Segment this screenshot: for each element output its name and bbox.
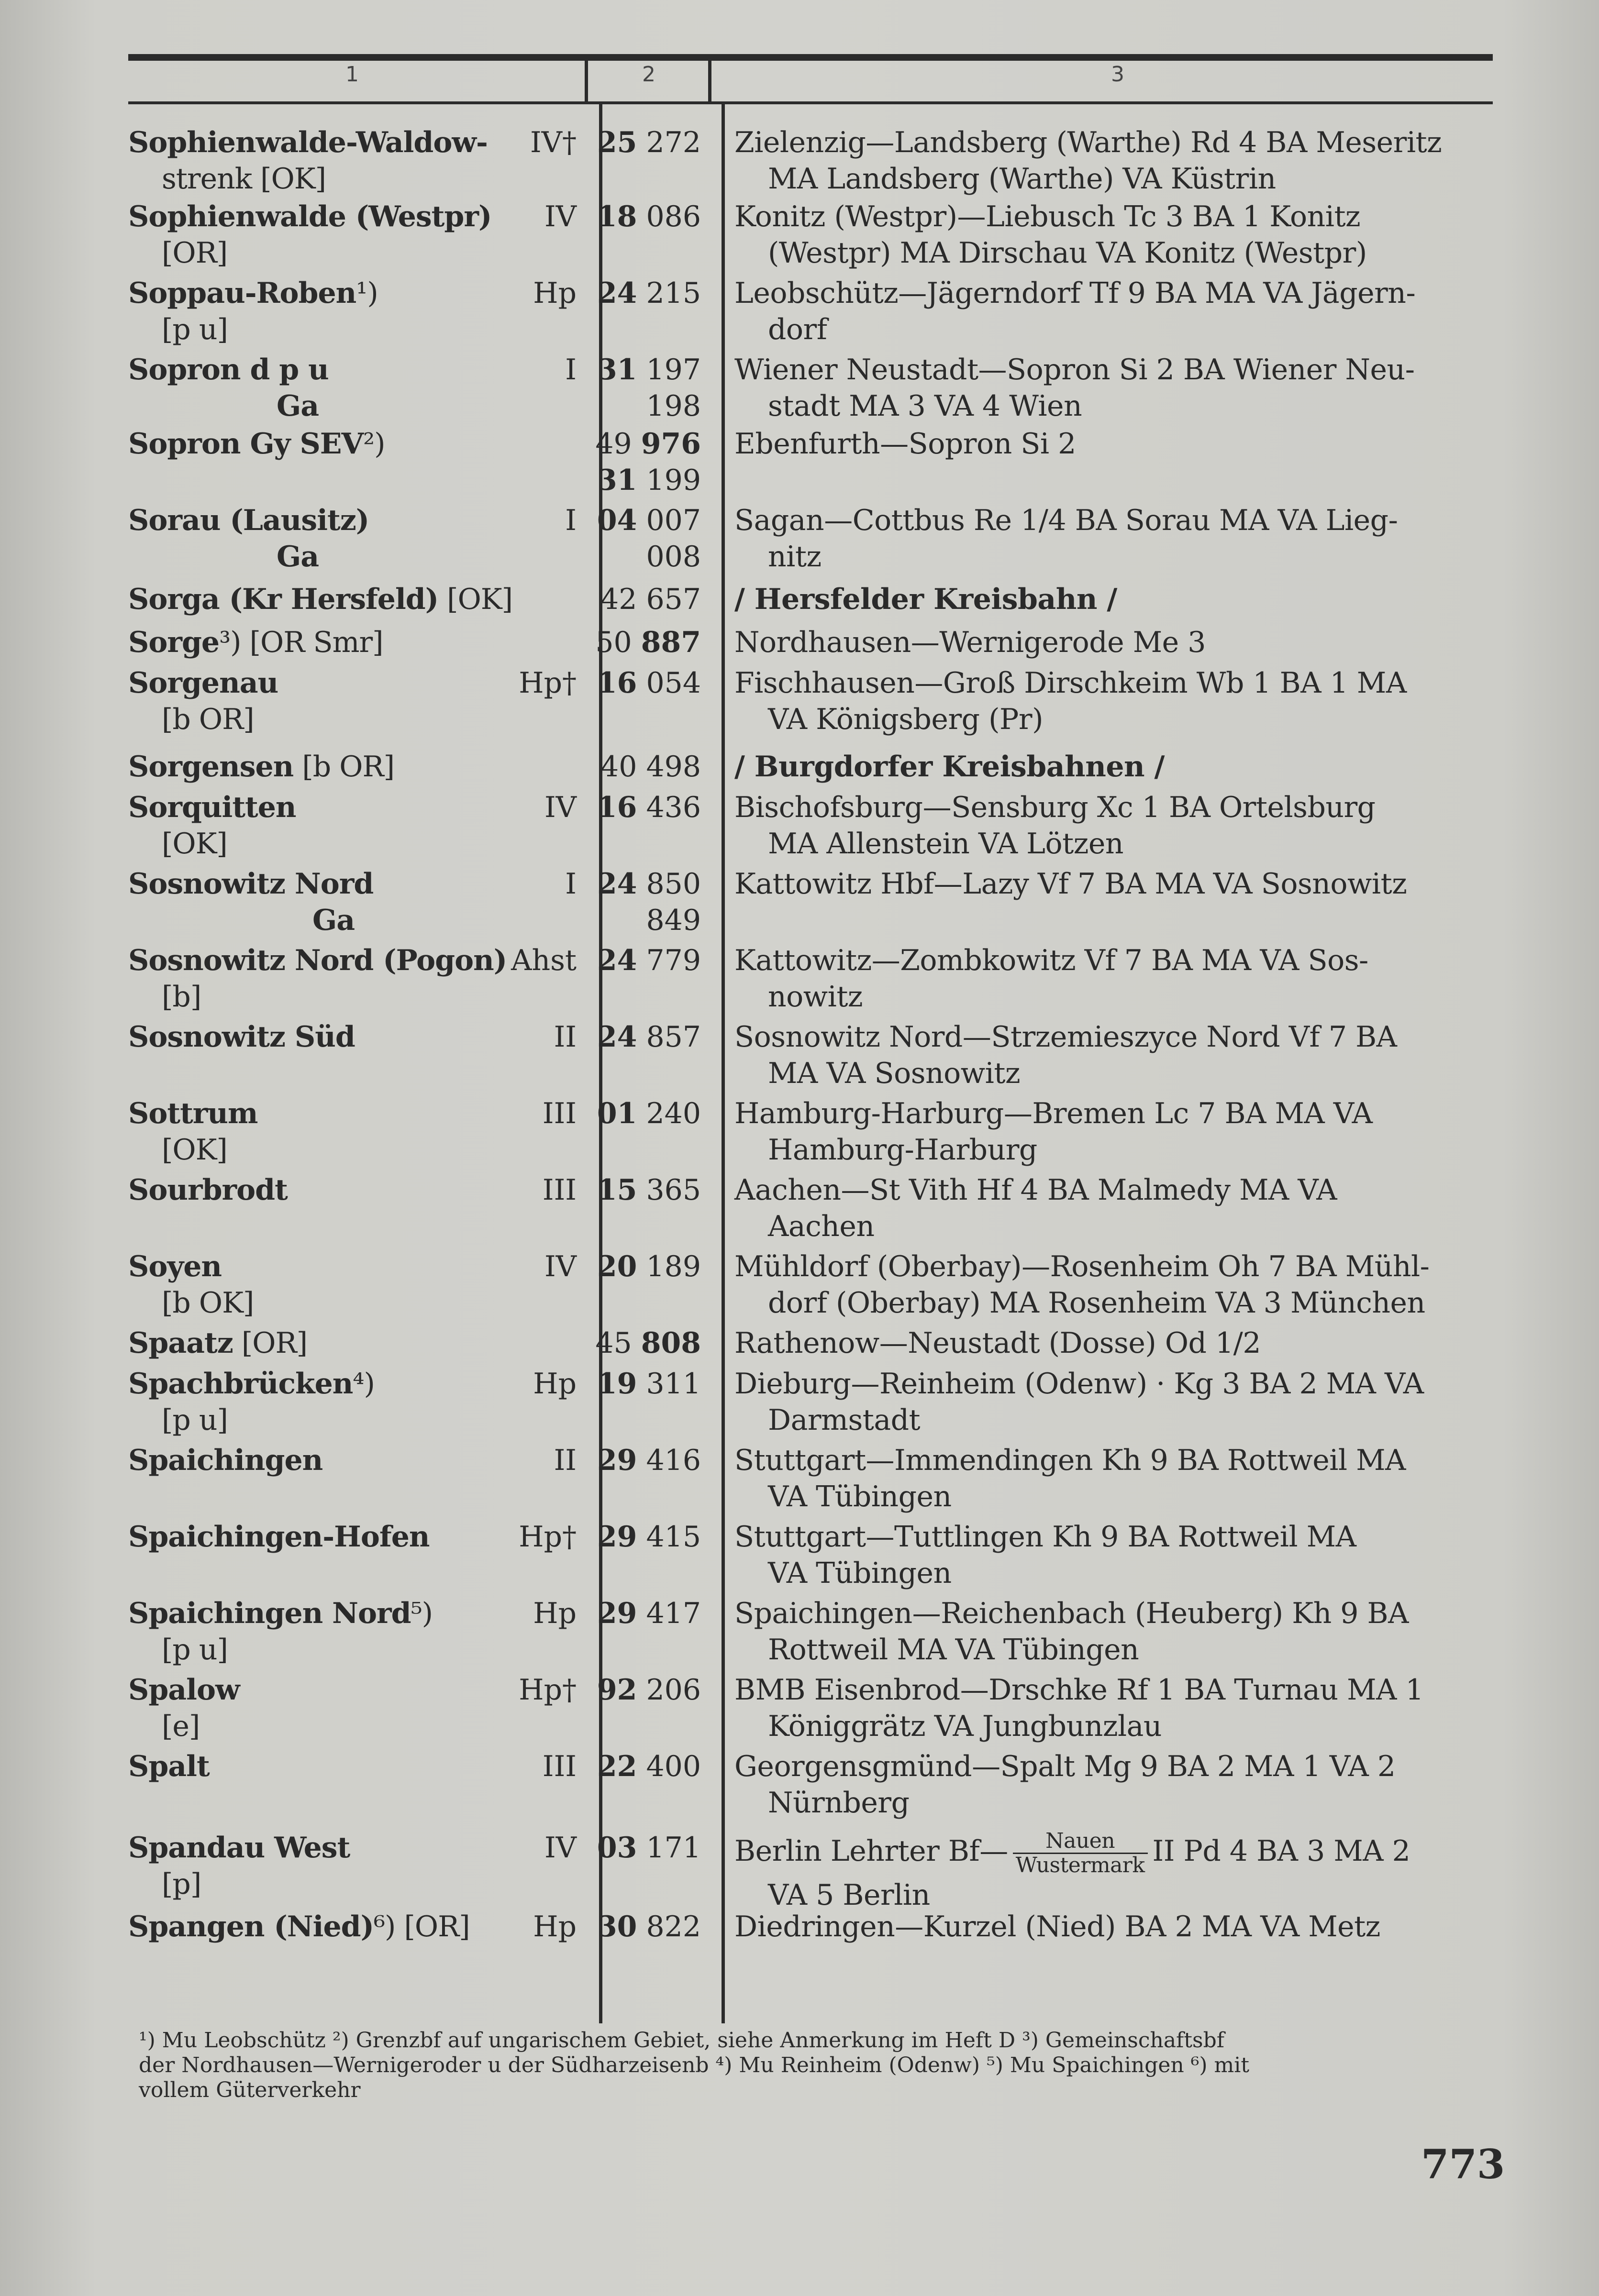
route-info [734, 1442, 1507, 1515]
station-number [593, 581, 701, 618]
station-number-rest: 199 [637, 464, 701, 497]
station-number-rest: 198 [646, 389, 701, 423]
footnote-line: der Nordhausen—Wernigeroder u der Südharzeisenb ⁴) Mu Reinheim (Odenw) ⁵) Mu Spaichingen ⁶) mit [139, 2053, 1250, 2077]
station-name-sub: [OK] [162, 827, 227, 861]
station-number-bold: 31 [597, 353, 637, 386]
station-name-note: [OK] [438, 583, 512, 616]
station-number-bold: 24 [597, 276, 637, 310]
column-header-1: 1 [345, 62, 359, 87]
route-line: Hamburg-Harburg—Bremen Lc 7 BA MA VA [734, 1097, 1373, 1130]
station-name-note: ⁴) [353, 1367, 375, 1401]
station-name-text: Sorau (Lausitz) [128, 504, 369, 537]
station-name-text: Sourbrodt [128, 1173, 288, 1207]
route-line: Ebenfurth—Sopron Si 2 [734, 427, 1076, 461]
station-class: II [554, 1444, 577, 1477]
route-line: VA Tübingen [768, 1556, 952, 1590]
route-line: VA Königsberg (Pr) [768, 703, 1043, 736]
route-line: Leobschütz—Jägerndorf Tf 9 BA MA VA Jägern- [734, 276, 1416, 310]
route-line: Nürnberg [768, 1786, 910, 1820]
station-name-text: Spangen (Nied) [128, 1910, 374, 1943]
station-number [593, 352, 701, 424]
station-number-rest: 240 [637, 1097, 701, 1130]
station-number [593, 1909, 701, 1945]
station-number-bold: 22 [597, 1750, 637, 1783]
route-info [734, 581, 1507, 618]
station-number [593, 275, 701, 311]
station-name-sub: Ga [277, 540, 319, 574]
station-name-note: ⁶) [OR] [373, 1910, 470, 1943]
route-info [734, 1909, 1507, 1945]
station-number-rest: 40 498 [600, 750, 701, 784]
route-line: Dieburg—Reinheim (Odenw) · Kg 3 BA 2 MA VA [734, 1367, 1424, 1401]
station-number-rest: 49 [595, 427, 641, 461]
route-line: VA Tübingen [768, 1480, 952, 1513]
station-number-bold: 24 [597, 867, 637, 901]
route-info [734, 275, 1507, 348]
station-number-rest: 086 [637, 200, 701, 233]
route-info [734, 1019, 1507, 1092]
route-part: II Pd 4 BA 3 MA 2 [1152, 1834, 1410, 1868]
station-number-bold: 92 [597, 1673, 637, 1707]
station-number-bold: 20 [597, 1250, 637, 1283]
station-number [593, 199, 701, 235]
station-number-rest: 436 [637, 791, 701, 824]
route-line: Nordhausen—Wernigerode Me 3 [734, 626, 1206, 659]
station-number-bold: 29 [597, 1444, 637, 1477]
route-line: MA VA Sosnowitz [768, 1057, 1021, 1090]
station-number-bold: 16 [597, 666, 637, 700]
route-line: Königgrätz VA Jungbunzlau [768, 1710, 1162, 1743]
station-number [593, 1519, 701, 1555]
column-header-3: 3 [1111, 62, 1124, 87]
station-class: Ahst [511, 944, 577, 977]
header-divider-1 [585, 61, 588, 101]
station-name [128, 426, 559, 462]
station-number-bold: 24 [597, 1020, 637, 1054]
station-name [128, 749, 559, 785]
station-number [593, 624, 701, 661]
station-name-text: Sophienwalde (Westpr) [128, 200, 492, 233]
station-class: I [565, 867, 577, 901]
route-info [734, 502, 1507, 575]
station-number-rest: 365 [637, 1173, 701, 1207]
route-line: (Westpr) MA Dirschau VA Konitz (Westpr) [768, 236, 1367, 270]
station-name-text: Sorgensen [128, 750, 294, 784]
footnote-line: ¹) Mu Leobschütz ²) Grenzbf auf ungarischem Gebiet, siehe Anmerkung im Heft D ³) Gemeinschaftsbf [139, 2028, 1225, 2053]
station-name-text: Sosnowitz Nord [128, 867, 374, 901]
station-name-note: ³) [OR Smr] [219, 626, 383, 659]
route-line: Georgensgmünd—Spalt Mg 9 BA 2 MA 1 VA 2 [734, 1750, 1396, 1783]
station-number [593, 426, 701, 498]
header-bottom-rule [128, 101, 1493, 104]
station-name-sub: [b OR] [162, 703, 254, 736]
station-class: IV [544, 1250, 577, 1283]
station-number-bold: 15 [597, 1173, 637, 1207]
station-name-text: Spachbrücken [128, 1367, 353, 1401]
column-divider-2 [722, 104, 725, 2023]
station-name-sub: strenk [OK] [162, 162, 326, 196]
station-class: Hp [533, 276, 577, 310]
route-line: Spaichingen—Reichenbach (Heuberg) Kh 9 BA [734, 1597, 1409, 1630]
route-line: Aachen—St Vith Hf 4 BA Malmedy MA VA [734, 1173, 1337, 1207]
route-line: BMB Eisenbrod—Drschke Rf 1 BA Turnau MA 1 [734, 1673, 1424, 1707]
station-name-text: Spaichingen Nord [128, 1597, 411, 1630]
route-info [734, 789, 1507, 862]
station-number-bold: 16 [597, 791, 637, 824]
station-name-sub: [p u] [162, 1403, 228, 1437]
station-number-rest: 416 [637, 1444, 701, 1477]
station-number-rest: 822 [637, 1910, 701, 1943]
station-name-sub: [p u] [162, 313, 228, 346]
station-name [128, 581, 559, 618]
route-line: / Hersfelder Kreisbahn / [734, 583, 1117, 616]
station-name-note: ¹) [356, 276, 378, 310]
route-line: Diedringen—Kurzel (Nied) BA 2 MA VA Metz [734, 1910, 1380, 1943]
station-number-bold: 887 [641, 626, 701, 659]
fraction-bottom: Wustermark [1015, 1853, 1145, 1877]
station-class: Hp† [519, 1673, 577, 1707]
route-line: Aachen [768, 1210, 875, 1243]
station-name-sub: [b] [162, 980, 201, 1014]
route-line: Sosnowitz Nord—Strzemieszyce Nord Vf 7 BA [734, 1020, 1397, 1054]
station-name-text: Spaatz [128, 1326, 233, 1360]
route-line: VA 5 Berlin [768, 1878, 930, 1912]
station-class: III [542, 1750, 577, 1783]
station-number-rest: 007 [637, 504, 701, 537]
station-name-text: Sorga (Kr Hersfeld) [128, 583, 439, 616]
route-info [734, 749, 1507, 785]
station-name-text: Sottrum [128, 1097, 258, 1130]
route-info [734, 1595, 1507, 1668]
route-line: Darmstadt [768, 1403, 921, 1437]
station-number-rest: 415 [637, 1520, 701, 1554]
station-number [593, 502, 701, 575]
station-class: IV [544, 791, 577, 824]
station-class: IV [544, 200, 577, 233]
column-header-2: 2 [642, 62, 655, 87]
station-name-sub: [p u] [162, 1633, 228, 1667]
station-number-rest: 779 [637, 944, 701, 977]
station-number-bold: 29 [597, 1520, 637, 1554]
station-number [593, 1325, 701, 1361]
fraction-top: Nauen [1013, 1830, 1148, 1854]
station-name-text: Sopron Gy SEV [128, 427, 364, 461]
station-number-bold: 30 [597, 1910, 637, 1943]
route-line: dorf [768, 313, 827, 346]
station-name-note: [OR] [233, 1326, 308, 1360]
route-line: dorf (Oberbay) MA Rosenheim VA 3 München [768, 1286, 1425, 1320]
station-class: Hp† [519, 1520, 577, 1554]
station-number-rest: 008 [646, 540, 701, 574]
station-name [128, 624, 559, 661]
station-number-rest: 215 [637, 276, 701, 310]
station-class: Hp [533, 1597, 577, 1630]
route-info [734, 1672, 1507, 1744]
station-name-text: Spaichingen-Hofen [128, 1520, 430, 1554]
station-number-bold: 03 [597, 1831, 637, 1865]
station-number-rest: 849 [646, 904, 701, 937]
station-name-sub: [p] [162, 1867, 201, 1901]
route-line [734, 1830, 1507, 1877]
station-number-rest: 206 [637, 1673, 701, 1707]
header-top-rule [128, 54, 1493, 61]
route-info [734, 1748, 1507, 1821]
footnotes [139, 2028, 1517, 2103]
station-number-bold: 25 [597, 126, 637, 159]
station-number [593, 665, 701, 701]
station-number-bold: 18 [597, 200, 637, 233]
station-name-text: Sosnowitz Nord (Pogon) [128, 944, 507, 977]
station-number [593, 1019, 701, 1055]
route-line: Mühldorf (Oberbay)—Rosenheim Oh 7 BA Mühl- [734, 1250, 1430, 1283]
route-line: Zielenzig—Landsberg (Warthe) Rd 4 BA Meseritz [734, 126, 1442, 159]
station-number-bold: 04 [597, 504, 637, 537]
station-number-bold: 976 [641, 427, 701, 461]
route-line: Wiener Neustadt—Sopron Si 2 BA Wiener Neu- [734, 353, 1415, 386]
page-number: 773 [1421, 2141, 1505, 2188]
route-line: Konitz (Westpr)—Liebusch Tc 3 BA 1 Konitz [734, 200, 1361, 233]
station-class: I [565, 353, 577, 386]
route-info [734, 352, 1507, 424]
station-name-sub: Ga [277, 389, 319, 423]
station-number-bold: 24 [597, 944, 637, 977]
route-line: MA Allenstein VA Lötzen [768, 827, 1124, 861]
route-line: Kattowitz—Zombkowitz Vf 7 BA MA VA Sos- [734, 944, 1368, 977]
station-name-text: Sophienwalde-Waldow- [128, 126, 488, 159]
station-number [593, 1672, 701, 1708]
station-name-sub: Ga [312, 904, 355, 937]
route-line: Bischofsburg—Sensburg Xc 1 BA Ortelsburg [734, 791, 1376, 824]
route-line: Stuttgart—Immendingen Kh 9 BA Rottweil MA [734, 1444, 1406, 1477]
station-number [593, 1748, 701, 1785]
station-class: Hp [533, 1910, 577, 1943]
station-number [593, 1830, 701, 1866]
station-number [593, 1595, 701, 1632]
station-name-sub: [e] [162, 1710, 200, 1743]
station-class: III [542, 1173, 577, 1207]
station-number [593, 942, 701, 979]
route-info [734, 624, 1507, 661]
route-info [734, 124, 1507, 197]
route-info [734, 1325, 1507, 1361]
station-number [593, 1366, 701, 1402]
station-class: Hp† [519, 666, 577, 700]
route-part: Berlin Lehrter Bf— [734, 1834, 1008, 1868]
route-info [734, 942, 1507, 1015]
route-line: nitz [768, 540, 822, 574]
station-number-bold: 808 [641, 1326, 701, 1360]
station-number [593, 789, 701, 826]
station-name-note: ⁵) [411, 1597, 433, 1630]
route-info [734, 199, 1507, 271]
station-name-text: Spalow [128, 1673, 240, 1707]
station-number-rest: 45 [595, 1326, 641, 1360]
route-info [734, 866, 1507, 902]
route-fraction [1013, 1830, 1148, 1877]
station-number-rest: 189 [637, 1250, 701, 1283]
route-line: nowitz [768, 980, 863, 1014]
station-number-rest: 171 [637, 1831, 701, 1865]
station-number-rest: 272 [637, 126, 701, 159]
footnote-line: vollem Güterverkehr [139, 2078, 361, 2102]
station-name-text: Soyen [128, 1250, 222, 1283]
station-class: IV [544, 1831, 577, 1865]
route-line: Fischhausen—Groß Dirschkeim Wb 1 BA 1 MA [734, 666, 1407, 700]
station-name-sub: [b OK] [162, 1286, 254, 1320]
station-class: II [554, 1020, 577, 1054]
station-number [593, 1095, 701, 1132]
route-line: MA Landsberg (Warthe) VA Küstrin [768, 162, 1276, 196]
station-number-rest: 400 [637, 1750, 701, 1783]
station-name-text: Soppau-Roben [128, 276, 356, 310]
route-line: Rathenow—Neustadt (Dosse) Od 1/2 [734, 1326, 1261, 1360]
station-class: Hp [533, 1367, 577, 1401]
route-info [734, 1172, 1507, 1245]
route-line: Stuttgart—Tuttlingen Kh 9 BA Rottweil MA [734, 1520, 1356, 1554]
station-class: I [565, 504, 577, 537]
station-number-bold: 29 [597, 1597, 637, 1630]
station-number-rest: 42 657 [600, 583, 701, 616]
station-number-rest: 311 [637, 1367, 701, 1401]
station-name-text: Sorquitten [128, 791, 296, 824]
route-line: stadt MA 3 VA 4 Wien [768, 389, 1082, 423]
station-name-text: Spaichingen [128, 1444, 323, 1477]
station-class: IV† [530, 126, 577, 159]
route-info [734, 1095, 1507, 1168]
station-name-text: Sopron d p u [128, 353, 329, 386]
station-number [593, 866, 701, 938]
station-name-text: Spandau West [128, 1831, 350, 1865]
route-line: Hamburg-Harburg [768, 1133, 1037, 1167]
station-number [593, 1442, 701, 1479]
station-number-bold: 01 [597, 1097, 637, 1130]
route-line: / Burgdorfer Kreisbahnen / [734, 750, 1165, 784]
station-name-sub: [OK] [162, 1133, 227, 1167]
station-number-rest: 417 [637, 1597, 701, 1630]
station-name-note: ²) [363, 427, 385, 461]
route-line: Kattowitz Hbf—Lazy Vf 7 BA MA VA Sosnowitz [734, 867, 1407, 901]
route-info [734, 1366, 1507, 1438]
station-class: III [542, 1097, 577, 1130]
station-name-note: [b OR] [293, 750, 395, 784]
route-info [734, 1519, 1507, 1591]
station-number-rest: 850 [637, 867, 701, 901]
station-name-text: Sorgenau [128, 666, 278, 700]
station-name [128, 1325, 559, 1361]
station-number-rest: 50 [595, 626, 641, 659]
station-number [593, 1172, 701, 1208]
station-number-rest: 197 [637, 353, 701, 386]
station-number [593, 124, 701, 161]
header-divider-2 [708, 61, 711, 101]
route-line: Rottweil MA VA Tübingen [768, 1633, 1139, 1667]
station-number [593, 1248, 701, 1285]
route-info [734, 426, 1507, 462]
station-number-bold: 31 [597, 464, 637, 497]
station-number-rest: 054 [637, 666, 701, 700]
station-name-text: Sosnowitz Süd [128, 1020, 355, 1054]
station-number [593, 749, 701, 785]
station-name-sub: [OR] [162, 236, 228, 270]
station-number-rest: 857 [637, 1020, 701, 1054]
route-info [734, 665, 1507, 738]
station-number-bold: 19 [597, 1367, 637, 1401]
route-line: Sagan—Cottbus Re 1/4 BA Sorau MA VA Lieg- [734, 504, 1398, 537]
station-name-text: Spalt [128, 1750, 210, 1783]
route-info [734, 1248, 1507, 1321]
station-name-text: Sorge [128, 626, 220, 659]
route-info [734, 1830, 1507, 1913]
